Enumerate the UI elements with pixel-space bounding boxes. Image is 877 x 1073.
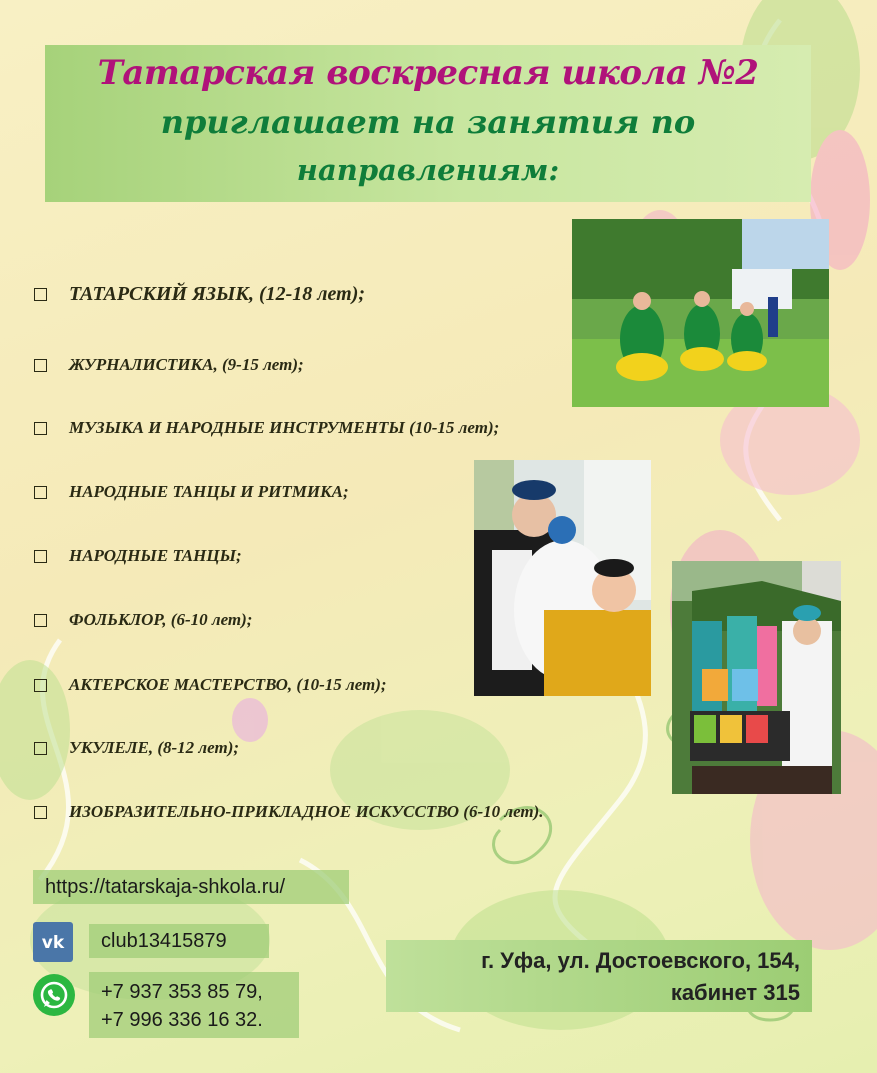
dancers-photo [572, 219, 829, 407]
program-label: МУЗЫКА И НАРОДНЫЕ ИНСТРУМЕНТЫ (10-15 лет); [69, 418, 500, 437]
program-label: АКТЕРСКОЕ МАСТЕРСТВО, (10-15 лет); [69, 675, 387, 694]
list-item [34, 610, 252, 630]
title-banner [45, 45, 811, 202]
directions-text: направлениям: [296, 153, 560, 187]
phone-number-2[interactable]: +7 996 336 16 32. [101, 1009, 263, 1031]
children-costume-photo [474, 460, 651, 696]
phone-box [89, 972, 299, 1038]
list-item [34, 283, 365, 306]
exhibition-photo [672, 561, 841, 794]
vk-group-link[interactable] [89, 924, 269, 958]
program-label: УКУЛЕЛЕ, (8-12 лет); [69, 738, 240, 757]
list-item [34, 418, 499, 438]
vk-group-id[interactable]: club13415879 [101, 929, 227, 952]
list-item [34, 802, 544, 822]
school-title: Татарская воскресная школа №2 [97, 53, 759, 93]
program-label: ТАТАРСКИЙ ЯЗЫК, (12-18 лет); [69, 283, 366, 305]
vk-icon[interactable] [33, 922, 73, 962]
list-item [34, 738, 239, 758]
svg-text:vk: vk [41, 933, 65, 951]
program-label: НАРОДНЫЕ ТАНЦЫ; [69, 546, 242, 565]
invitation-text: приглашает на занятия по [160, 103, 696, 141]
website-link[interactable] [33, 870, 349, 904]
address-room: кабинет 315 [670, 980, 800, 1005]
checkbox-bullet-icon [34, 486, 47, 499]
website-url[interactable]: https://tatarskaja-shkola.ru/ [45, 875, 286, 898]
checkbox-bullet-icon [34, 359, 47, 372]
program-label: ИЗОБРАЗИТЕЛЬНО-ПРИКЛАДНОЕ ИСКУССТВО (6-10 лет). [69, 802, 544, 821]
address-street: г. Уфа, ул. Достоевского, 154, [481, 948, 800, 973]
address-box [386, 940, 812, 1012]
phone-number-1[interactable]: +7 937 353 85 79, [101, 981, 263, 1003]
program-label: НАРОДНЫЕ ТАНЦЫ И РИТМИКА; [69, 482, 349, 501]
checkbox-bullet-icon [34, 288, 47, 301]
program-label: ФОЛЬКЛОР, (6-10 лет); [69, 610, 253, 629]
checkbox-bullet-icon [34, 550, 47, 563]
list-item [34, 355, 304, 375]
program-label: ЖУРНАЛИСТИКА, (9-15 лет); [69, 355, 304, 374]
list-item [34, 675, 387, 695]
checkbox-bullet-icon [34, 679, 47, 692]
list-item [34, 546, 242, 566]
list-item [34, 482, 349, 502]
checkbox-bullet-icon [34, 806, 47, 819]
checkbox-bullet-icon [34, 742, 47, 755]
checkbox-bullet-icon [34, 422, 47, 435]
whatsapp-icon[interactable] [33, 974, 75, 1016]
checkbox-bullet-icon [34, 614, 47, 627]
